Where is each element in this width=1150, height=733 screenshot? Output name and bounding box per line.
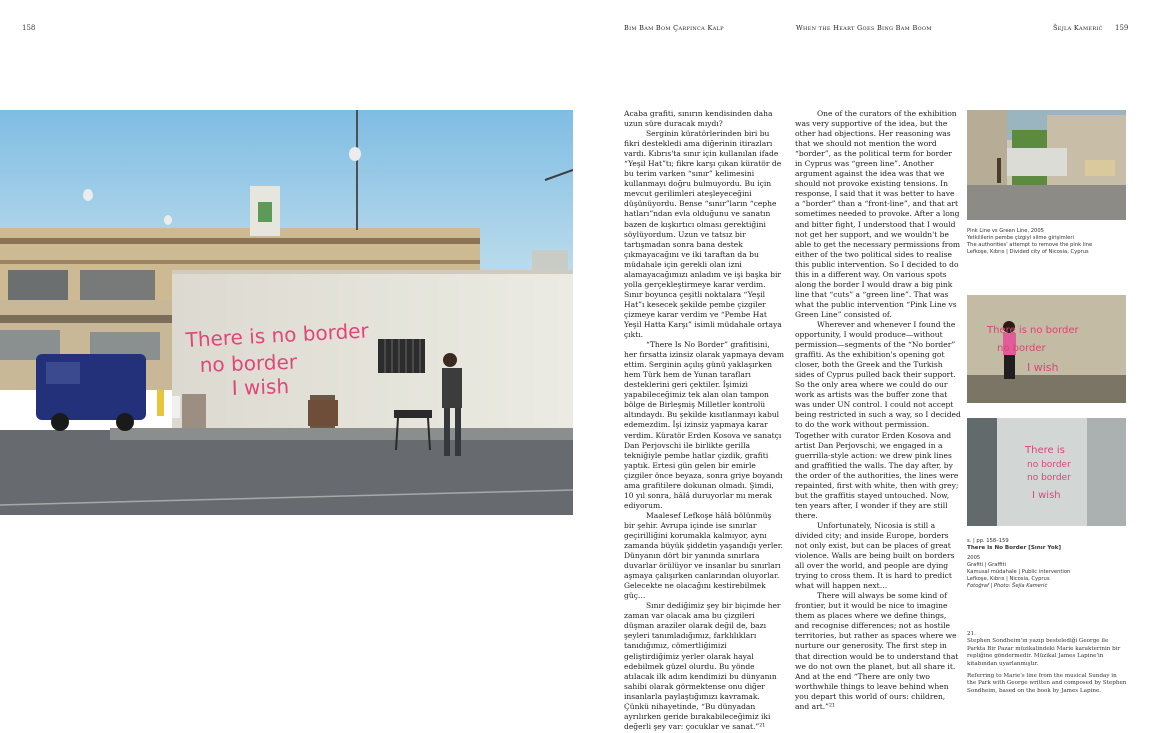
photo3-graffiti-line4: I wish [1032, 490, 1061, 501]
graffiti-line3: I wish [231, 374, 290, 400]
english-column [795, 109, 961, 712]
running-head-left: Bim Bam Bom Çarpinca Kalp [624, 24, 724, 32]
turkish-paragraph: “There Is No Border” grafitisini, her fırsatta izinsiz olarak yapmaya devam ettim. Serginin açılış günü yaklaşırken hem Türk hem de Yunan tarafları desteklerini geri çektiler. İşimizi yapabileceğimiz tek alan olan tampon bölge de Birleşmiş Milletler kontrolü altındaydı. Bu şekilde kısıtlanmayı kabul edemezdim. İşi izinsiz yapmaya karar verdim. Küratör Erden Kosova ve sanatçı Dan Perjovschi ile birlikte gerilla tekniğiyle pembe hatlar çizdik, grafiti yaptık. Ertesi gün gelen bir emirle çizgiler önce beyaza, sonra griye boyandı ama grafitilere dokunan olmadı. Şimdi, 10 yıl sonra, hâlâ duruyorlar mı merak ediyorum. [624, 340, 784, 510]
caption-credit: Fotoğraf | Photo: Šejla Kamerić [967, 583, 1048, 589]
photo-pink-line [967, 110, 1126, 220]
caption-line: Yetkililerin pembe çizgiyi silme girişimleri [967, 235, 1074, 241]
turkish-column [624, 109, 784, 732]
english-paragraph: Wherever and whenever I found the opportunity, I would produce—without permission—segments of the “No border” graffiti. As the exhibition's opening got closer, both the Greek and the Turkish sides of Cyprus pulled back their support. So the only area where we could do our work as artists was the buffer zone that was under UN control. I could not accept being restricted in such a way, so I decided to do the work without permission. Together with curator Erden Kosova and artist Dan Perjovschi, we engaged in a guerrilla-style action: we drew pink lines and graffitied the walls. The day after, by the order of the authorities, the lines were repainted, first with white, then with grey; but the graffitis stayed untouched. Now, ten years after, I wonder if they are still there. [795, 319, 961, 520]
caption-medium: Grafiti | Graffiti [967, 562, 1006, 568]
footnote-english: Referring to Marie's line from the musical Sunday in the Park with George written and composed by Stephen Sondheim, based on the book by James Lapine. [967, 673, 1127, 694]
photo3-graffiti-line2: no border [1027, 460, 1071, 470]
main-photo [0, 110, 573, 515]
caption-place: Lefkoşe, Kıbrıs | Nicosia, Cyprus [967, 576, 1050, 582]
caption-line: The authorities' attempt to remove the pink line [967, 242, 1093, 248]
caption-type: Kamusal müdahale | Public intervention [967, 569, 1071, 575]
photo-graffiti-wall [967, 418, 1126, 526]
caption-no-border [967, 538, 1126, 590]
photo2-graffiti-line3: I wish [1027, 361, 1059, 374]
turkish-paragraph: Maalesef Lefkoşe hâlâ bölünmüş bir şehir. Avrupa içinde ise sınırlar geçirilliğini korumakla kalmıyor, aynı zamanda büyük şiddetin yaşandığı yerler. Dünyanın dört bir yanında sınırlara duvarlar örülüyor ve insanlar bu sınırları aşmaya çalışırken canlarından oluyorlar. Gelecekte ne olacağını kestirebilmek güç… [624, 510, 783, 601]
graffiti-line1: There is no border [185, 318, 370, 352]
photo2-graffiti-line1: There is no border [987, 325, 1079, 336]
photo3-graffiti-line1: There is [1025, 445, 1065, 456]
graffiti-line2: no border [199, 349, 298, 377]
caption-year: 2005 [967, 555, 981, 561]
running-head-title: When the Heart Goes Bing Bam Boom [796, 24, 932, 32]
turkish-paragraph: Sınır dediğimiz şey bir biçimde her zaman var olacak ama bu çizgileri düşman araziler olarak değil de, bazı şeyleri tanımladığımız, farklılıkları tanıdığımız, cömertliğimizi geliştirdiğimiz yerler olarak hayal edebilmek güzel olurdu. Bu yönde atılacak ilk adım kendimizi bu dünyanın sahibi olarak görmektense onu diğer insanlarla paylaştığımızı kavramak. Çünkü nihayetinde, “Bu dünyadan ayrılırken geride bırakabileceğimiz iki değerli şey var: çocuklar ve sanat.”²¹ [624, 601, 781, 731]
english-paragraph: There will always be some kind of frontier, but it would be nice to imagine them as places where we define things, and recognise differences; not as hostile territories, but rather as spaces where we nurture our generosity. The first step in that direction would be to understand that we do not own the planet, but all share it. And at the end “There are only two worthwhile things to leave behind when you depart this world of ours: children, and art.”²¹ [795, 591, 959, 711]
english-paragraph: One of the curators of the exhibition was very supportive of the idea, but the other had objections. Her reasoning was that we should not mention the word “border”, as the political term for border in Cyprus was “green line”. Another argument against the idea was that we should not provoke existing tensions. In response, I said that it was better to have a “border” than a “front-line”, and that art sometimes needed to provoke. After a long and bitter fight, I understood that I would not get her support, and we wouldn't be able to get the necessary permissions from either of the two political sides to realise this public intervention. So I decided to do this in a different way. On various spots along the border I would draw a big pink line that “cuts” a “green line”. That was what the public intervention “Pink Line vs Green Line” consisted of. [795, 109, 961, 319]
turkish-paragraph: Serginin küratörlerinden biri bu fikri destekledi ama diğerinin itirazları vardı. Kıbrıs'ta sınır için kullanılan ifade “Yeşil Hat”tı; fikre karşı çıkan küratör de bu terim varken “sınır” kelimesini kullanmayı doğru bulmuyordu. Bu için mevcut gerilimleri ateşleyeceğini düşünüyordu. Bense “sınır”ların “cephe hatları”ndan evla olduğunu ve sanatın bazen de kışkırtıcı olması gerektiğini söylüyordum. Uzun ve tatsız bir tartışmadan sonra bana destek çıkmayacağını ve iki taraftan da bu müdahale için gerekli olan izni alamayacağımızı anladım ve işi başka bir yolla gerçekleştirmeye karar verdim. Sınır boyunca çeşitli noktalara “Yeşil Hat”ı kesecek şekilde pembe çizgiler çizmeye karar verdim ve “Pembe Hat Yeşil Hatta Karşı” isimli müdahale ortaya çıktı. [624, 129, 782, 340]
caption-title: Pink Line vs Green Line, 2005 [967, 228, 1044, 234]
turkish-paragraph: Acaba grafiti, sınırın kendisinden daha uzun süre duracak mıydı? [624, 109, 773, 129]
footnote [967, 631, 1127, 695]
caption-title: There Is No Border [Sınır Yok] [967, 545, 1062, 551]
page-number-left: 158 [22, 24, 36, 32]
photo-graffiti-woman [967, 295, 1126, 403]
caption-line: Lefkoşe, Kıbrıs | Divided city of Nicosia, Cyprus [967, 249, 1089, 255]
footnote-number: 21. [967, 631, 976, 637]
page-number-right: 159 [1115, 24, 1129, 32]
running-head-author: Šejla Kamerić [1053, 24, 1103, 32]
photo3-graffiti-line3: no border [1027, 473, 1071, 483]
footnote-turkish: Stephen Sondheim'ın yazıp bestelediği George ile Parkta Bir Pazar müzikalindeki Marie karakterinin bir repliğine göndermedir. Müzikal James Lapine'in kitabından uyarlanmıştır. [967, 638, 1121, 667]
photo2-graffiti-line2: no border [997, 343, 1046, 354]
caption-pages: s. | pp. 158–159 [967, 538, 1009, 544]
english-paragraph: Unfortunately, Nicosia is still a divided city; and inside Europe, borders not only exist, but can be places of great violence. Walls are being built on borders all over the world, and people are dying trying to cross them. It is hard to predict what will happen next… [795, 520, 955, 591]
caption-pink-line [967, 228, 1126, 256]
